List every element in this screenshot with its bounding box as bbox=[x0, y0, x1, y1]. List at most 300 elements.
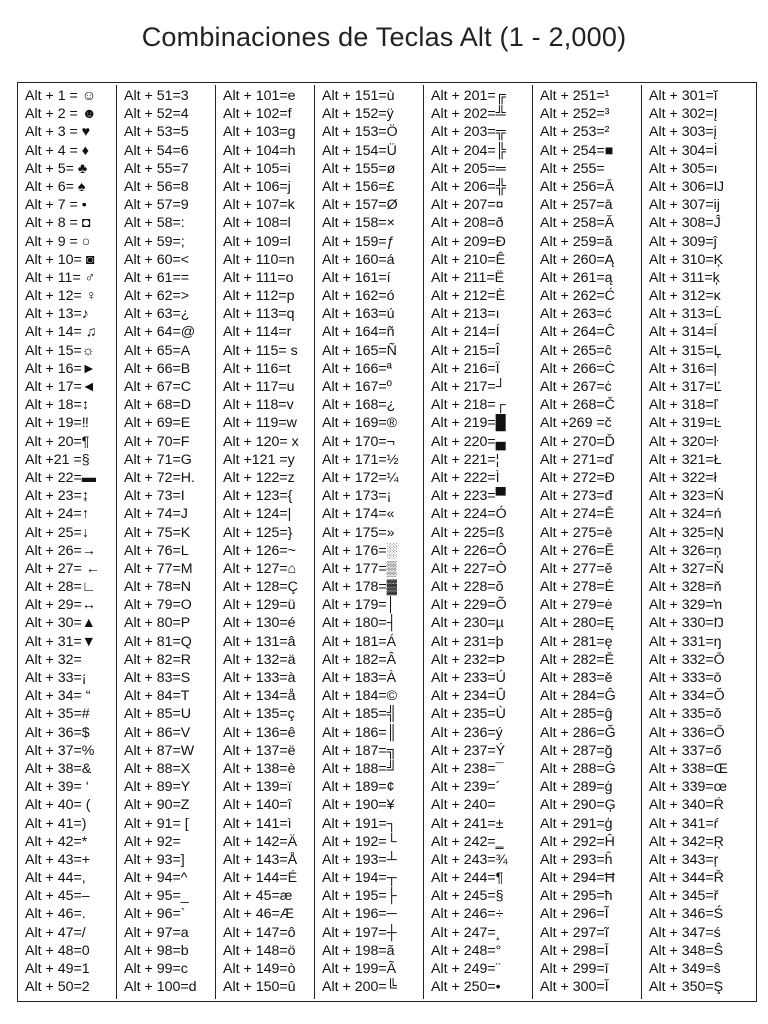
table-cell: Alt + 203=╦ bbox=[431, 124, 506, 141]
table-cell: Alt + 120= x bbox=[223, 433, 299, 450]
table-cell: Alt + 215=Î bbox=[431, 342, 500, 359]
table-cell: Alt + 52=4 bbox=[124, 106, 189, 123]
table-cell: Alt + 334=Ŏ bbox=[649, 688, 725, 705]
table-cell: Alt + 119=w bbox=[223, 415, 297, 432]
table-cell: Alt + 349=ŝ bbox=[649, 961, 721, 977]
table-cell: Alt + 186=║ bbox=[322, 724, 397, 741]
table-cell: Alt + 154=Ü bbox=[322, 142, 397, 159]
table-cell: Alt + 174=« bbox=[322, 506, 395, 523]
table-cell: Alt + 142=Ä bbox=[223, 833, 298, 850]
table-cell: Alt + 60=< bbox=[124, 251, 190, 268]
table-cell: Alt + 247=¸ bbox=[431, 924, 501, 941]
table-cell: Alt + 286=Ğ bbox=[540, 724, 616, 741]
table-cell: Alt + 144=É bbox=[223, 870, 298, 887]
table-cell: Alt + 20=¶ bbox=[25, 433, 90, 450]
table-cell: Alt + 6= ♠ bbox=[25, 178, 86, 195]
table-cell: Alt + 170=¬ bbox=[322, 433, 395, 450]
table-cell: Alt + 10= ◙ bbox=[25, 251, 95, 268]
table-column-3 bbox=[223, 87, 313, 996]
table-cell: Alt + 18=↕ bbox=[25, 397, 89, 414]
table-cell: Alt + 291=ģ bbox=[540, 815, 613, 832]
table-cell: Alt + 67=C bbox=[124, 379, 192, 395]
table-cell: Alt + 283=ě bbox=[540, 670, 613, 686]
table-cell: Alt + 75=K bbox=[124, 524, 191, 541]
table-cell: Alt + 95=_ bbox=[124, 888, 189, 905]
table-cell: Alt + 232=Þ bbox=[431, 651, 506, 668]
table-cell: Alt + 127=⌂ bbox=[223, 560, 297, 577]
table-cell: Alt + 76=L bbox=[124, 542, 189, 559]
table-cell: Alt + 316=ļ bbox=[649, 360, 717, 377]
table-cell: Alt + 147=ô bbox=[223, 924, 296, 941]
table-cell: Alt + 243=¾ bbox=[431, 851, 508, 868]
table-cell: Alt + 252=³ bbox=[540, 106, 610, 123]
table-cell: Alt + 228=õ bbox=[431, 579, 504, 596]
table-cell: Alt + 152=ÿ bbox=[322, 106, 394, 123]
table-cell: Alt + 89=Y bbox=[124, 779, 191, 796]
column-divider bbox=[641, 85, 642, 999]
table-cell: Alt + 200=╚ bbox=[322, 979, 397, 996]
table-column-4 bbox=[322, 87, 422, 996]
table-cell: Alt + 236=ý bbox=[431, 724, 503, 741]
table-cell: Alt + 81=Q bbox=[124, 633, 192, 650]
table-column-2 bbox=[124, 87, 214, 996]
table-cell: Alt + 229=Õ bbox=[431, 597, 507, 614]
table-cell: Alt + 193=┴ bbox=[322, 851, 397, 868]
table-cell: Alt + 307=ĳ bbox=[649, 197, 720, 214]
table-cell: Alt + 132=ä bbox=[223, 651, 296, 668]
table-cell: Alt + 329=ŉ bbox=[649, 597, 723, 614]
table-cell: Alt + 97=a bbox=[124, 924, 189, 941]
table-cell: Alt + 78=N bbox=[124, 579, 192, 596]
table-cell: Alt + 125=} bbox=[223, 524, 293, 541]
table-cell: Alt + 306=Ĳ bbox=[649, 178, 725, 195]
table-cell: Alt + 42=* bbox=[25, 833, 88, 850]
table-cell: Alt + 184=© bbox=[322, 688, 398, 705]
table-cell: Alt + 275=ē bbox=[540, 524, 613, 541]
table-cell: Alt + 319=Ŀ bbox=[649, 415, 722, 432]
table-cell: Alt + 137=ë bbox=[223, 742, 296, 759]
table-cell: Alt + 244=¶ bbox=[431, 870, 504, 887]
table-cell: Alt + 187=╗ bbox=[322, 742, 397, 759]
table-cell: Alt + 93=] bbox=[124, 851, 185, 868]
table-cell: Alt + 248=° bbox=[431, 942, 502, 959]
table-cell: Alt + 54=6 bbox=[124, 142, 189, 159]
table-cell: Alt + 309=ĵ bbox=[649, 233, 717, 250]
table-cell: Alt + 340=Ŕ bbox=[649, 797, 724, 814]
table-cell: Alt + 257=ā bbox=[540, 197, 613, 214]
table-cell: Alt + 181=Á bbox=[322, 633, 397, 650]
table-cell: Alt + 111=o bbox=[223, 269, 294, 286]
table-cell: Alt + 192=└ bbox=[322, 833, 397, 850]
table-cell: Alt + 36=$ bbox=[25, 724, 90, 741]
table-cell: Alt + 304=İ bbox=[649, 142, 718, 159]
table-cell: Alt + 128=Ç bbox=[223, 579, 298, 596]
table-cell: Alt + 278=Ė bbox=[540, 579, 615, 596]
table-cell: Alt + 237=Ý bbox=[431, 742, 506, 759]
table-cell: Alt + 157=Ø bbox=[322, 197, 398, 214]
table-cell: Alt + 272=Đ bbox=[540, 469, 615, 486]
column-divider bbox=[116, 85, 117, 999]
table-cell: Alt + 158=× bbox=[322, 215, 395, 232]
table-cell: Alt + 341=ŕ bbox=[649, 815, 719, 832]
table-cell: Alt + 260=Ą bbox=[540, 251, 615, 268]
table-cell: Alt + 240= bbox=[431, 797, 496, 814]
table-cell: Alt + 315=Ļ bbox=[649, 342, 722, 359]
table-cell: Alt + 180=┤ bbox=[322, 615, 397, 632]
table-cell: Alt + 339=œ bbox=[649, 779, 728, 796]
table-cell: Alt + 122=z bbox=[223, 469, 295, 486]
table-cell: Alt + 198=ã bbox=[322, 942, 395, 959]
table-cell: Alt + 320=ŀ bbox=[649, 433, 719, 450]
table-cell: Alt + 201=╔ bbox=[431, 88, 506, 104]
table-cell: Alt + 83=S bbox=[124, 670, 191, 686]
table-cell: Alt + 11= ♂ bbox=[25, 269, 96, 286]
table-cell: Alt + 285=ĝ bbox=[540, 706, 613, 723]
table-cell: Alt + 205=═ bbox=[431, 160, 506, 177]
table-cell: Alt + 321=Ł bbox=[649, 451, 722, 468]
table-cell: Alt + 71=G bbox=[124, 451, 192, 468]
table-cell: Alt + 130=é bbox=[223, 615, 296, 632]
table-cell: Alt + 250=• bbox=[431, 979, 501, 996]
table-cell: Alt + 9 = ○ bbox=[25, 233, 91, 250]
table-cell: Alt + 8 = ◘ bbox=[25, 215, 91, 232]
table-cell: Alt + 173=¡ bbox=[322, 488, 392, 505]
table-cell: Alt + 347=ś bbox=[649, 924, 721, 941]
table-cell: Alt + 294=Ħ bbox=[540, 870, 615, 887]
alt-codes-table bbox=[17, 82, 757, 1002]
table-cell: Alt + 156=£ bbox=[322, 178, 395, 195]
table-cell: Alt + 182=Â bbox=[322, 651, 397, 668]
table-cell: Alt + 177=▒ bbox=[322, 560, 397, 577]
table-cell: Alt + 176=░ bbox=[322, 542, 397, 559]
table-cell: Alt + 241=± bbox=[431, 815, 504, 832]
table-cell: Alt + 264=Ĉ bbox=[540, 324, 615, 341]
table-cell: Alt + 276=Ĕ bbox=[540, 542, 615, 559]
table-cell: Alt + 179=│ bbox=[322, 597, 396, 614]
table-cell: Alt + 238=¯ bbox=[431, 760, 504, 777]
table-cell: Alt + 284=Ĝ bbox=[540, 688, 616, 705]
table-cell: Alt + 150=û bbox=[223, 979, 296, 996]
table-cell: Alt + 227=Ò bbox=[431, 560, 507, 577]
column-divider bbox=[314, 85, 315, 999]
table-cell: Alt + 33=¡ bbox=[25, 670, 87, 686]
table-cell: Alt + 4 = ♦ bbox=[25, 142, 90, 159]
table-cell: Alt + 38=& bbox=[25, 760, 92, 777]
table-cell: Alt + 171=½ bbox=[322, 451, 399, 468]
table-cell: Alt + 222=Ì bbox=[431, 469, 500, 486]
table-column-5 bbox=[431, 87, 531, 996]
table-cell: Alt + 82=R bbox=[124, 651, 192, 668]
table-cell: Alt + 79=O bbox=[124, 597, 192, 614]
table-cell: Alt + 35=# bbox=[25, 706, 90, 723]
table-cell: Alt + 190=¥ bbox=[322, 797, 395, 814]
table-cell: Alt + 326=ņ bbox=[649, 542, 722, 559]
table-cell: Alt + 265=ĉ bbox=[540, 342, 612, 359]
table-cell: Alt + 300=Ĭ bbox=[540, 979, 609, 996]
table-cell: Alt + 108=l bbox=[223, 215, 291, 232]
table-cell: Alt + 65=A bbox=[124, 342, 191, 359]
table-cell: Alt + 124=| bbox=[223, 506, 292, 523]
table-cell: Alt + 7 = • bbox=[25, 197, 87, 214]
table-cell: Alt + 246=÷ bbox=[431, 906, 504, 923]
table-cell: Alt + 314=ĺ bbox=[649, 324, 717, 341]
table-cell: Alt + 94=^ bbox=[124, 870, 188, 887]
table-cell: Alt + 305=ı bbox=[649, 160, 718, 177]
table-cell: Alt + 102=f bbox=[223, 106, 292, 123]
table-cell: Alt + 344=Ř bbox=[649, 870, 724, 887]
table-cell: Alt + 160=á bbox=[322, 251, 395, 268]
table-cell: Alt + 61== bbox=[124, 269, 190, 286]
table-cell: Alt + 161=í bbox=[322, 269, 391, 286]
table-cell: Alt + 39= ‘ bbox=[25, 779, 89, 796]
table-cell: Alt + 162=ó bbox=[322, 288, 395, 305]
table-cell: Alt + 207=¤ bbox=[431, 197, 504, 214]
column-divider bbox=[423, 85, 424, 999]
table-cell: Alt + 85=U bbox=[124, 706, 192, 723]
table-cell: Alt + 27= ← bbox=[25, 560, 100, 577]
table-cell: Alt + 139=ï bbox=[223, 779, 292, 796]
table-cell: Alt + 270=Ď bbox=[540, 433, 615, 450]
table-cell: Alt + 231=þ bbox=[431, 633, 504, 650]
table-cell: Alt + 197=┼ bbox=[322, 924, 397, 941]
table-cell: Alt + 135=ç bbox=[223, 706, 295, 723]
table-cell: Alt + 131=â bbox=[223, 633, 296, 650]
table-cell: Alt + 43=+ bbox=[25, 851, 91, 868]
table-cell: Alt + 348=Ŝ bbox=[649, 942, 724, 959]
table-cell: Alt + 312=ĸ bbox=[649, 288, 721, 305]
table-cell: Alt + 273=đ bbox=[540, 488, 613, 505]
table-cell: Alt + 143=Å bbox=[223, 851, 298, 868]
table-cell: Alt + 77=M bbox=[124, 560, 193, 577]
table-cell: Alt + 217=┘ bbox=[431, 379, 506, 395]
table-cell: Alt + 88=X bbox=[124, 760, 191, 777]
table-cell: Alt + 324=ń bbox=[649, 506, 722, 523]
table-cell: Alt + 280=Ę bbox=[540, 615, 615, 632]
table-cell: Alt + 129=ü bbox=[223, 597, 296, 614]
table-cell: Alt + 91= [ bbox=[124, 815, 189, 832]
table-cell: Alt + 59=; bbox=[124, 233, 185, 250]
table-cell: Alt + 337=ő bbox=[649, 742, 722, 759]
table-cell: Alt + 58=: bbox=[124, 215, 185, 232]
table-cell: Alt + 109=l bbox=[223, 233, 291, 250]
table-cell: Alt + 86=V bbox=[124, 724, 191, 741]
table-cell: Alt + 175=» bbox=[322, 524, 395, 541]
table-cell: Alt + 116=t bbox=[223, 360, 291, 377]
table-cell: Alt + 293=ĥ bbox=[540, 851, 613, 868]
table-cell: Alt +21 =§ bbox=[25, 451, 90, 468]
table-cell: Alt + 290=Ģ bbox=[540, 797, 616, 814]
table-cell: Alt + 90=Z bbox=[124, 797, 190, 814]
table-cell: Alt + 235=Ù bbox=[431, 706, 506, 723]
table-cell: Alt + 15=☼ bbox=[25, 342, 95, 359]
table-cell: Alt + 202=╩ bbox=[431, 106, 506, 123]
table-cell: Alt + 308=Ĵ bbox=[649, 215, 721, 232]
table-cell: Alt + 256=Ā bbox=[540, 178, 615, 195]
table-cell: Alt + 233=Ú bbox=[431, 670, 506, 686]
table-column-6 bbox=[540, 87, 640, 996]
table-cell: Alt + 226=Ô bbox=[431, 542, 507, 559]
table-cell: Alt + 101=e bbox=[223, 88, 296, 104]
column-divider bbox=[215, 85, 216, 999]
table-cell: Alt + 210=Ê bbox=[431, 251, 506, 268]
table-cell: Alt + 343=ŗ bbox=[649, 851, 719, 868]
table-cell: Alt + 242=‗ bbox=[431, 833, 504, 850]
table-cell: Alt + 110=n bbox=[223, 251, 295, 268]
table-cell: Alt + 87=W bbox=[124, 742, 195, 759]
table-cell: Alt + 69=E bbox=[124, 415, 191, 432]
table-cell: Alt + 68=D bbox=[124, 397, 192, 414]
table-cell: Alt + 245=§ bbox=[431, 888, 504, 905]
table-cell: Alt + 37=% bbox=[25, 742, 95, 759]
table-cell: Alt + 296=Ĩ bbox=[540, 906, 609, 923]
table-cell: Alt + 55=7 bbox=[124, 160, 189, 177]
table-cell: Alt + 299=ī bbox=[540, 961, 609, 977]
table-cell: Alt + 48=0 bbox=[25, 942, 90, 959]
table-cell: Alt + 333=ō bbox=[649, 670, 722, 686]
table-cell: Alt + 25=↓ bbox=[25, 524, 89, 541]
table-cell: Alt + 261=ą bbox=[540, 269, 613, 286]
table-cell: Alt + 47=/ bbox=[25, 924, 86, 941]
table-cell: Alt + 23=↨ bbox=[25, 488, 89, 505]
table-cell: Alt + 194=┬ bbox=[322, 870, 397, 887]
table-cell: Alt + 318=ľ bbox=[649, 397, 718, 414]
table-cell: Alt + 253=² bbox=[540, 124, 610, 141]
table-cell: Alt + 199=Ã bbox=[322, 961, 397, 977]
table-cell: Alt + 14= ♫ bbox=[25, 324, 97, 341]
table-cell: Alt + 195=├ bbox=[322, 888, 397, 905]
table-cell: Alt + 115= s bbox=[223, 342, 298, 359]
table-cell: Alt + 172=¼ bbox=[322, 469, 399, 486]
table-cell: Alt + 220=▄ bbox=[431, 433, 506, 450]
table-cell: Alt + 332=Ō bbox=[649, 651, 725, 668]
table-cell: Alt + 1 = ☺ bbox=[25, 88, 97, 104]
table-cell: Alt + 288=Ġ bbox=[540, 760, 616, 777]
table-cell: Alt + 267=ċ bbox=[540, 379, 612, 395]
table-cell: Alt + 208=ð bbox=[431, 215, 504, 232]
table-cell: Alt + 259=ă bbox=[540, 233, 613, 250]
table-cell: Alt + 178=▓ bbox=[322, 579, 398, 596]
table-cell: Alt + 168=¿ bbox=[322, 397, 396, 414]
table-cell: Alt + 141=ì bbox=[223, 815, 292, 832]
table-cell: Alt + 287=ğ bbox=[540, 742, 613, 759]
table-cell: Alt +121 =y bbox=[223, 451, 295, 468]
table-cell: Alt + 118=v bbox=[223, 397, 294, 414]
table-column-1 bbox=[25, 87, 115, 996]
table-cell: Alt + 218=┌ bbox=[431, 397, 506, 414]
table-cell: Alt + 19=‼ bbox=[25, 415, 89, 432]
table-cell: Alt + 342=Ŗ bbox=[649, 833, 724, 850]
table-cell: Alt + 302=Į bbox=[649, 106, 718, 123]
table-cell: Alt + 213=ı bbox=[431, 306, 500, 323]
table-cell: Alt + 254=■ bbox=[540, 142, 614, 159]
table-cell: Alt + 106=j bbox=[223, 178, 291, 195]
table-cell: Alt + 345=ř bbox=[649, 888, 719, 905]
table-cell: Alt + 295=ħ bbox=[540, 888, 613, 905]
table-cell: Alt + 224=Ó bbox=[431, 506, 507, 523]
table-cell: Alt + 5= ♣ bbox=[25, 160, 88, 177]
table-cell: Alt + 117=u bbox=[223, 379, 295, 395]
table-cell: Alt + 167=º bbox=[322, 379, 392, 395]
table-cell: Alt + 134=å bbox=[223, 688, 296, 705]
table-cell: Alt + 262=Ć bbox=[540, 288, 615, 305]
table-cell: Alt + 185=╣ bbox=[322, 706, 397, 723]
table-cell: Alt + 24=↑ bbox=[25, 506, 89, 523]
table-cell: Alt + 80=P bbox=[124, 615, 191, 632]
table-cell: Alt + 57=9 bbox=[124, 197, 189, 214]
table-cell: Alt + 13=♪ bbox=[25, 306, 89, 323]
table-cell: Alt + 189=¢ bbox=[322, 779, 395, 796]
table-cell: Alt + 223=▀ bbox=[431, 488, 506, 505]
table-cell: Alt + 2 = ☻ bbox=[25, 106, 97, 123]
table-cell: Alt + 310=Ķ bbox=[649, 251, 724, 268]
table-cell: Alt + 266=Ċ bbox=[540, 360, 615, 377]
table-cell: Alt + 322=ł bbox=[649, 469, 717, 486]
table-cell: Alt + 104=h bbox=[223, 142, 296, 159]
table-cell: Alt + 289=ġ bbox=[540, 779, 613, 796]
table-cell: Alt + 74=J bbox=[124, 506, 188, 523]
table-cell: Alt + 40= ( bbox=[25, 797, 91, 814]
table-cell: Alt + 70=F bbox=[124, 433, 190, 450]
table-cell: Alt + 112=p bbox=[223, 288, 295, 305]
table-cell: Alt + 26=→ bbox=[25, 542, 96, 559]
table-cell: Alt + 34= “ bbox=[25, 688, 91, 705]
table-cell: Alt + 251=¹ bbox=[540, 88, 610, 104]
table-cell: Alt + 336=Ő bbox=[649, 724, 725, 741]
table-cell: Alt + 64=@ bbox=[124, 324, 196, 341]
table-cell: Alt + 225=ß bbox=[431, 524, 505, 541]
table-cell: Alt + 335=ŏ bbox=[649, 706, 722, 723]
table-cell: Alt + 46=. bbox=[25, 906, 86, 923]
table-cell: Alt + 100=d bbox=[124, 979, 197, 996]
table-cell: Alt + 258=Ă bbox=[540, 215, 615, 232]
table-cell: Alt + 17=◄ bbox=[25, 379, 96, 395]
table-cell: Alt + 151=ù bbox=[322, 88, 395, 104]
table-cell: Alt + 84=T bbox=[124, 688, 190, 705]
table-cell: Alt + 149=ò bbox=[223, 961, 296, 977]
table-cell: Alt + 279=ė bbox=[540, 597, 613, 614]
table-cell: Alt + 148=ö bbox=[223, 942, 296, 959]
table-cell: Alt + 298=Ī bbox=[540, 942, 609, 959]
table-cell: Alt +269 =č bbox=[540, 415, 612, 432]
table-cell: Alt + 133=à bbox=[223, 670, 296, 686]
table-cell: Alt + 63=¿ bbox=[124, 306, 190, 323]
table-cell: Alt + 53=5 bbox=[124, 124, 189, 141]
table-cell: Alt + 338=Œ bbox=[649, 760, 728, 777]
table-cell: Alt + 230=µ bbox=[431, 615, 504, 632]
table-cell: Alt + 311=ķ bbox=[649, 269, 720, 286]
table-cell: Alt + 136=ê bbox=[223, 724, 296, 741]
table-cell: Alt + 292=Ĥ bbox=[540, 833, 615, 850]
table-cell: Alt + 277=ĕ bbox=[540, 560, 613, 577]
table-cell: Alt + 12= ♀ bbox=[25, 288, 97, 305]
table-cell: Alt + 31=▼ bbox=[25, 633, 96, 650]
table-cell: Alt + 62=> bbox=[124, 288, 190, 305]
table-cell: Alt + 313=Ĺ bbox=[649, 306, 722, 323]
table-cell: Alt + 301=ĭ bbox=[649, 88, 718, 104]
table-cell: Alt + 46=Æ bbox=[223, 906, 294, 923]
table-cell: Alt + 96=` bbox=[124, 906, 186, 923]
table-cell: Alt + 113=q bbox=[223, 306, 295, 323]
table-cell: Alt + 22=▬ bbox=[25, 469, 96, 486]
table-cell: Alt + 51=3 bbox=[124, 88, 189, 104]
table-cell: Alt + 330=Ŋ bbox=[649, 615, 724, 632]
table-cell: Alt + 155=ø bbox=[322, 160, 396, 177]
table-cell: Alt + 45=– bbox=[25, 888, 90, 905]
table-cell: Alt + 98=b bbox=[124, 942, 189, 959]
table-cell: Alt + 239=´ bbox=[431, 779, 501, 796]
table-cell: Alt + 166=ª bbox=[322, 360, 392, 377]
table-column-7 bbox=[649, 87, 754, 996]
